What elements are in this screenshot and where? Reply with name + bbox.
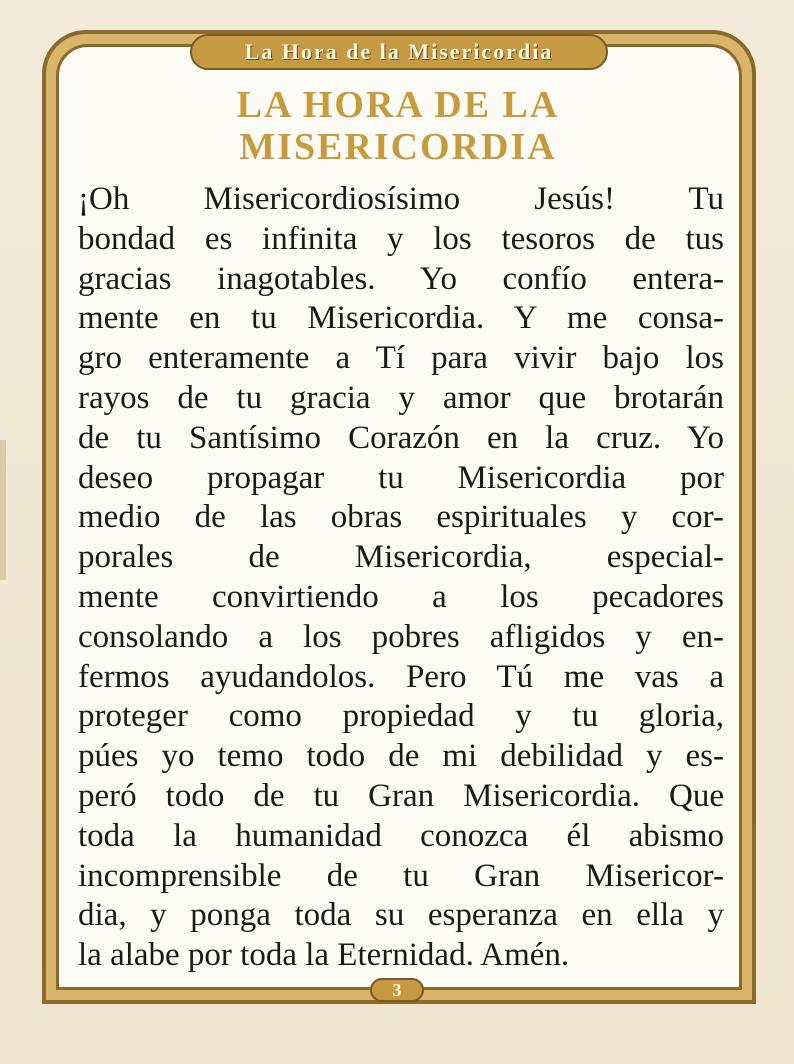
prayer-line: toda la humanidad conozca él abismo	[78, 817, 724, 854]
prayer-line: proteger como propiedad y tu gloria,	[78, 698, 724, 735]
prayer-line: dia, y ponga toda su esperanza en ella y	[78, 897, 724, 934]
title-line-1: LA HORA DE LA	[236, 84, 560, 126]
prayer-line: gro enteramente a Tí para vivir bajo los	[78, 340, 724, 377]
page-title	[130, 84, 666, 168]
prayer-line: fermos ayudandolos. Pero Tú me vas a	[78, 658, 724, 695]
prayer-line: mente convirtiendo a los pecadores	[78, 578, 724, 615]
prayer-line: mente en tu Misericordia. Y me consa-	[78, 300, 724, 337]
prayer-line: de tu Santísimo Corazón en la cruz. Yo	[78, 419, 724, 456]
page-edge-shadow	[0, 440, 6, 580]
prayer-line: porales de Misericordia, especial-	[78, 539, 724, 576]
prayer-line: deseo propagar tu Misericordia por	[78, 459, 724, 496]
prayer-line: incomprensible de tu Gran Misericor-	[78, 857, 724, 894]
banner-text: La Hora de la Misericordia	[244, 39, 554, 64]
prayer-text	[78, 180, 724, 976]
page-number: 3	[392, 979, 402, 1000]
title-line-2: MISERICORDIA	[239, 126, 557, 168]
prayer-line: gracias inagotables. Yo confío entera-	[78, 260, 724, 297]
page-number-badge	[370, 978, 424, 1002]
prayer-line: rayos de tu gracia y amor que brotarán	[78, 379, 724, 416]
prayer-line: medio de las obras espirituales y cor-	[78, 499, 724, 536]
prayer-line: púes yo temo todo de mi debilidad y es-	[78, 738, 724, 775]
prayer-line: consolando a los pobres afligidos y en-	[78, 618, 724, 655]
prayer-line: bondad es infinita y los tesoros de tus	[78, 220, 724, 257]
prayer-line: la alabe por toda la Eternidad. Amén.	[78, 937, 570, 974]
prayer-line: peró todo de tu Gran Misericordia. Que	[78, 777, 724, 814]
prayer-line: ¡Oh Misericordiosísimo Jesús! Tu	[78, 181, 724, 217]
header-banner	[190, 34, 608, 70]
